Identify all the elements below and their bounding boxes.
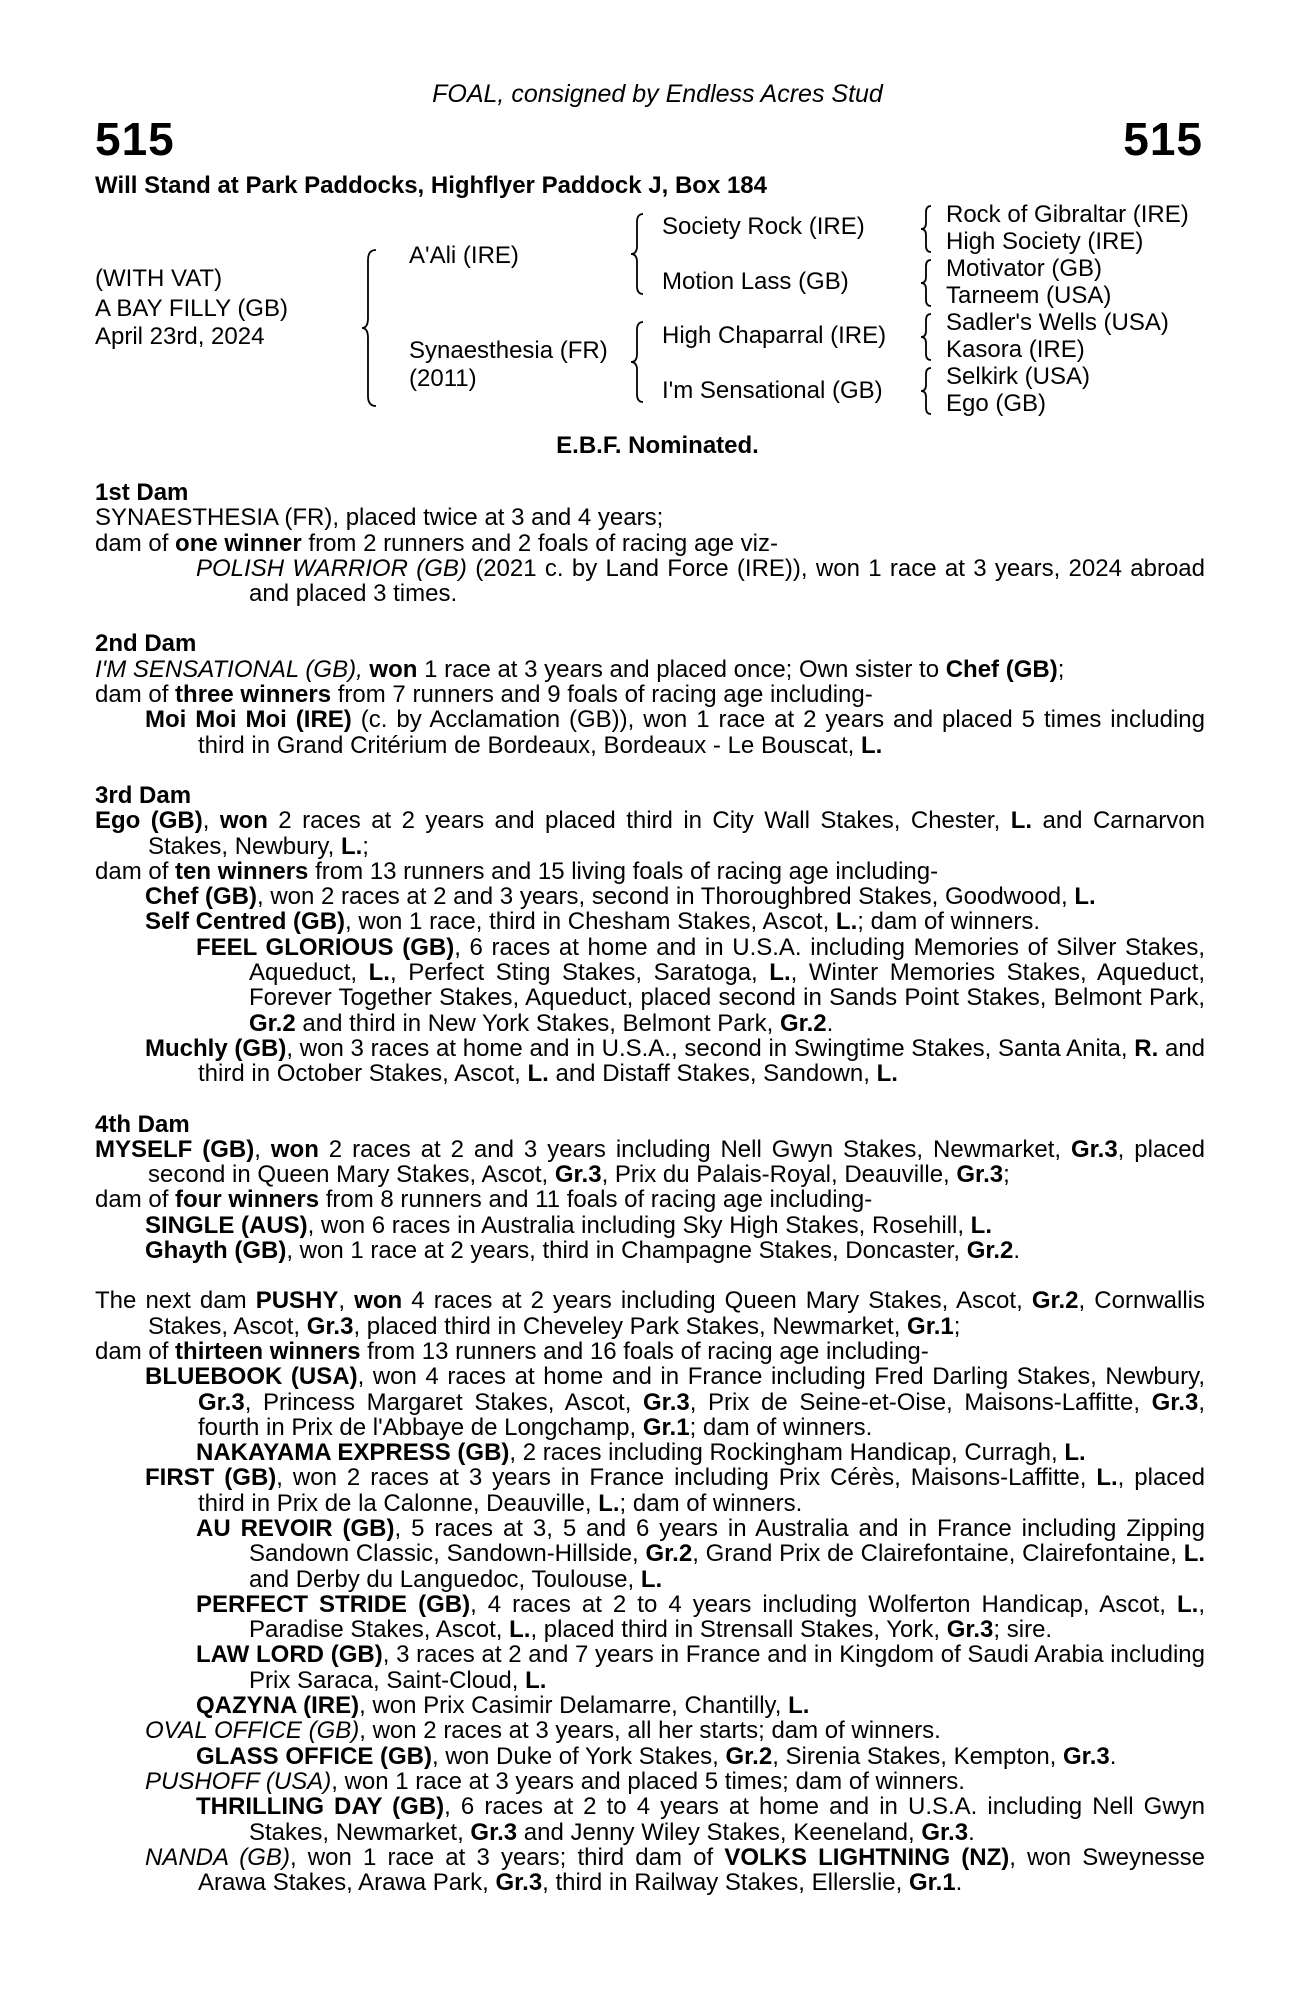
text-run: and third in October Stakes, Ascot, [198,1034,1206,1088]
horse-name: A BAY FILLY (GB) [95,295,288,322]
bold-run: SINGLE (AUS) [145,1211,308,1239]
bold-run: L. [340,832,363,860]
bold-run: L. [1074,883,1096,911]
text-run: dam of [95,681,176,709]
pedigree-entry [95,1516,1205,1592]
bold-run: Gr.1 [908,1869,956,1897]
text-run: dam of [95,857,176,885]
text-run: , won 2 races at 2 and 3 years, second in Thoroughbred Stakes, Goodwood, [256,883,1075,911]
bold-run: BLUEBOOK (USA) [145,1363,358,1391]
pedigree-brace-dam [631,320,647,404]
text-run: , won 1 race at 3 years; third dam of [289,1843,725,1871]
bold-run: three winners [175,681,332,709]
text-run: (c. by Acclamation (GB)), won 1 race at 2 years and placed 5 times including third in Grand Critérium de Bordeaux, Bordeaux - Le Bouscat, [198,706,1205,759]
text-run: . [1013,1237,1021,1265]
bold-run: FIRST (GB) [145,1464,277,1492]
bold-run: MYSELF (GB) [95,1135,255,1163]
text-run: , won 1 race at 3 years and placed 5 times; dam of winners. [331,1767,965,1795]
text-run: , placed third in Cheveley Park Stakes, Newmarket, [353,1312,908,1340]
bold-run: L. [1010,807,1033,835]
bold-run: four winners [175,1186,320,1214]
pedigree-entry [95,1213,1205,1238]
bold-run: Gr.2 [966,1237,1014,1265]
text-run: ; sire. [993,1616,1053,1644]
text-run: , 4 races at 2 to 4 years including Wolferton Handicap, Ascot, [470,1590,1177,1618]
bold-run: L. [788,1692,810,1720]
pedigree-entry [95,808,1205,859]
pedigree-entry [95,657,1205,682]
pedigree-entry [95,884,1205,909]
bold-run: VOLKS LIGHTNING (NZ) [724,1843,1010,1871]
section-1st-dam [95,480,1205,606]
bold-run: L. [1183,1540,1206,1568]
sire-dam-name: Motion Lass (GB) [662,268,849,295]
text-run: , 3 races at 2 and 7 years in France and in Kingdom of Saudi Arabia including Prix Saraca, Saint-Cloud, [249,1641,1205,1694]
bold-run: L. [509,1616,531,1644]
bold-run: won [270,1135,319,1163]
text-run: from 2 runners and 2 foals of racing age viz- [301,529,778,557]
pedigree-entry [95,1718,1205,1743]
ss-dam-name: High Society (IRE) [946,228,1144,255]
pedigree-entry [95,1440,1205,1465]
text-run: , [202,807,220,835]
text-run: , won 4 races at home and in France including Fred Darling Stakes, Newbury, [357,1363,1206,1391]
pedigree-entry [95,935,1205,1036]
bold-run: L. [876,1060,898,1088]
vat-note: (WITH VAT) [95,265,223,292]
text-run: 4 races at 2 years including Queen Mary Stakes, Ascot, [402,1287,1032,1315]
text-run: , 6 races at 2 to 4 years at home and in U.S.A. including Nell Gwyn Stakes, Newmarket, [249,1793,1205,1846]
bold-run: Gr.2 [249,1009,296,1037]
text-run: (2021 c. by Land Force (IRE)), won 1 race at 3 years, 2024 abroad and placed 3 times. [249,554,1205,608]
dam-year: (2011) [409,365,477,392]
text-run: , won Duke of York Stakes, [432,1742,726,1770]
ds-sire-name: Sadler's Wells (USA) [946,309,1169,336]
italic-run: I'M SENSATIONAL (GB), [95,655,363,683]
bold-run: L. [1064,1439,1086,1467]
bold-run: Muchly (GB) [145,1034,287,1062]
text-run: , [254,1135,271,1163]
sire-sire-name: Society Rock (IRE) [662,213,865,240]
ds-dam-name: Kasora (IRE) [946,336,1085,363]
pedigree-entry [95,531,1205,556]
pedigree-entry [95,909,1205,934]
pedigree-brace-ds [921,312,935,362]
lot-number-left: 515 [95,113,175,165]
text-run: , won 3 races at home and in U.S.A., second in Swingtime Stakes, Santa Anita, [286,1034,1135,1062]
text-run: ; [1057,655,1065,683]
sd-dam-name: Tarneem (USA) [946,282,1112,309]
bold-run: Gr.2 [645,1540,693,1568]
bold-run: L. [1177,1590,1199,1618]
pedigree-brace-ss [921,204,935,254]
bold-run: GLASS OFFICE (GB) [196,1742,432,1770]
text-run: and Carnarvon Stakes, Newbury, [148,807,1205,860]
pedigree-entry [95,1238,1205,1263]
pedigree-brace-gen1 [362,248,382,408]
bold-run: FEEL GLORIOUS (GB) [196,933,455,961]
bold-run: PERFECT STRIDE (GB) [196,1590,471,1618]
bold-run: THRILLING DAY (GB) [196,1793,445,1821]
text-run: and Jenny Wiley Stakes, Keeneland, [517,1818,922,1846]
bold-run: Gr.3 [198,1388,245,1416]
text-run: . [955,1869,963,1897]
text-run: , won 2 races at 3 years in France including Prix Cérès, Maisons-Laffitte, [276,1464,1097,1492]
text-run: , Princess Margaret Stakes, Ascot, [244,1388,644,1416]
bold-run: L. [525,1666,547,1694]
text-run: , won 1 race at 2 years, third in Champagne Stakes, Doncaster, [286,1237,967,1265]
bold-run: Gr.2 [725,1742,773,1770]
bold-run: Chef (GB) [145,883,257,911]
bold-run: won [219,807,268,835]
dam-produce-record [95,480,1205,1920]
bold-run: L. [1096,1464,1118,1492]
text-run: , fourth in Prix de l'Abbaye de Longchamp, [198,1388,1205,1441]
text-run: , Paradise Stakes, Ascot, [249,1590,1205,1644]
pedigree-brace-dd [921,366,935,416]
bold-run: won [369,655,418,683]
text-run: , Cornwallis Stakes, Ascot, [148,1287,1205,1340]
bold-run: Ego (GB) [95,807,203,835]
pedigree-entry [95,1187,1205,1212]
lot-number-right: 515 [1123,113,1203,165]
stand-location: Will Stand at Park Paddocks, Highflyer Paddock J, Box 184 [95,172,767,199]
text-run: . [1109,1742,1117,1770]
text-run: . [968,1818,975,1846]
pedigree-entry [95,859,1205,884]
text-run: . [826,1009,834,1037]
bold-run: won [354,1287,403,1315]
text-run: and third in New York Stakes, Belmont Park, [295,1009,780,1037]
text-run: ; dam of winners. [619,1489,803,1517]
bold-run: Self Centred (GB) [145,908,346,936]
dd-dam-name: Ego (GB) [946,390,1047,417]
bold-run: Moi Moi Moi (IRE) [145,706,352,734]
foaling-date: April 23rd, 2024 [95,323,265,350]
bold-run: Gr.3 [1063,1742,1110,1770]
italic-run: PUSHOFF (USA) [145,1767,332,1795]
pedigree-entry [95,682,1205,707]
text-run: , 2 races including Rockingham Handicap, Curragh, [509,1439,1065,1467]
pedigree-entry [95,1339,1205,1364]
bold-run: Gr.3 [956,1161,1004,1189]
bold-run: L. [527,1060,549,1088]
text-run: , placed second in Queen Mary Stakes, Ascot, [148,1135,1205,1189]
pedigree-brace-sd [921,258,935,308]
pedigree-entry [95,707,1205,758]
text-run: from 8 runners and 11 foals of racing age including- [319,1186,873,1214]
text-run: and Distaff Stakes, Sandown, [548,1060,877,1088]
bold-run: Gr.2 [1031,1287,1079,1315]
bold-run: Chef (GB) [945,655,1058,683]
pedigree-entry [95,1592,1205,1643]
pedigree-entry [95,505,1205,530]
bold-run: Gr.3 [554,1161,602,1189]
text-run: , [338,1287,355,1315]
pedigree-entry [95,1769,1205,1794]
bold-run: Gr.1 [642,1413,690,1441]
text-run: ; [362,832,369,860]
section-heading: 1st Dam [95,479,189,506]
bold-run: R. [1134,1034,1159,1062]
bold-run: L. [835,908,858,936]
pedigree-entry [95,556,1205,607]
text-run: 1 race at 3 years and placed once; Own sister to [417,655,946,683]
bold-run: AU REVOIR (GB) [196,1514,395,1542]
text-run: , won Sweynesse Arawa Stakes, Arawa Park, [198,1843,1205,1897]
bold-run: Gr.3 [921,1818,969,1846]
text-run: , Winter Memories Stakes, Aqueduct, Forever Together Stakes, Aqueduct, placed second in Sands Point Stakes, Belmont Park, [249,959,1205,1012]
text-run: , third in Railway Stakes, Ellerslie, [542,1869,909,1897]
text-run: , Perfect Sting Stakes, Saratoga, [389,959,770,987]
bold-run: Gr.3 [1070,1135,1118,1163]
bold-run: LAW LORD (GB) [196,1641,383,1669]
section-3rd-dam [95,783,1205,1087]
pedigree-entry [95,1794,1205,1845]
pedigree-entry [95,1744,1205,1769]
text-run: 2 races at 2 years and placed third in City Wall Stakes, Chester, [267,807,1011,835]
text-run: from 13 runners and 15 living foals of racing age including- [308,857,939,885]
text-run: dam of [95,529,176,557]
bold-run: Gr.1 [907,1312,954,1340]
text-run: , placed third in Strensall Stakes, York, [530,1616,947,1644]
bold-run: Gr.2 [779,1009,827,1037]
bold-run: L. [861,731,883,759]
text-run: , Prix du Palais-Royal, Deauville, [601,1161,957,1189]
bold-run: ten winners [175,857,309,885]
ss-sire-name: Rock of Gibraltar (IRE) [946,201,1189,228]
bold-run: Gr.3 [1151,1388,1199,1416]
text-run: , Prix de Seine-et-Oise, Maisons-Laffitte, [689,1388,1152,1416]
pedigree-entry [95,1845,1205,1896]
pedigree-entry [95,1642,1205,1693]
bold-run: one winner [175,529,302,557]
text-run: dam of [95,1337,176,1365]
text-run: , won 2 races at 3 years, all her starts; dam of winners. [359,1717,941,1745]
bold-run: QAZYNA (IRE) [196,1692,360,1720]
bold-run: thirteen winners [175,1337,361,1365]
italic-run: NANDA (GB) [145,1843,290,1871]
bold-run: L. [769,959,791,987]
bold-run: Ghayth (GB) [145,1237,287,1265]
text-run: , won Prix Casimir Delamarre, Chantilly, [359,1692,789,1720]
section-heading: 2nd Dam [95,630,197,658]
bold-run: Gr.3 [946,1616,994,1644]
bold-run: L. [598,1489,620,1517]
pedigree-entry [95,1364,1205,1440]
pedigree-entry [95,1288,1205,1339]
sire-name: A'Ali (IRE) [409,242,519,269]
text-run: from 7 runners and 9 foals of racing age including- [331,681,873,709]
text-run: ; [953,1312,961,1340]
pedigree-entry [95,1693,1205,1718]
ebf-nomination: E.B.F. Nominated. [556,432,759,459]
pedigree-entry [95,1137,1205,1188]
text-run: , Grand Prix de Clairefontaine, Clairefontaine, [692,1540,1184,1568]
italic-run: OVAL OFFICE (GB) [145,1717,360,1745]
text-run: and Derby du Languedoc, Toulouse, [249,1565,641,1593]
text-run: ; [1003,1161,1010,1189]
bold-run: Gr.3 [306,1312,354,1340]
text-run: , 6 races at home and in U.S.A. including Memories of Silver Stakes, Aqueduct, [249,933,1205,987]
section-heading: 3rd Dam [95,781,192,809]
text-run: ; dam of winners. [689,1413,873,1441]
section-2nd-dam [95,631,1205,757]
dam-sire-name: High Chaparral (IRE) [662,322,887,349]
bold-run: Gr.3 [495,1869,543,1897]
text-run: dam of [95,1186,176,1214]
section-next-dam [95,1288,1205,1895]
text-run: ; dam of winners. [857,908,1040,936]
text-run: , won 6 races in Australia including Sky High Stakes, Rosehill, [307,1211,971,1239]
text-run: , placed third in Prix de la Calonne, Deauville, [198,1464,1206,1517]
text-run: , 5 races at 3, 5 and 6 years in Australia and in France including Zipping Sandown Classic, Sandown-Hillside, [249,1514,1205,1568]
bold-run: Gr.3 [470,1818,518,1846]
bold-run: Gr.3 [643,1388,690,1416]
bold-run: L. [368,959,390,987]
text-run: 2 races at 2 and 3 years including Nell Gwyn Stakes, Newmarket, [318,1135,1071,1163]
bold-run: L. [640,1565,663,1593]
bold-run: L. [970,1211,992,1239]
consignment-line: FOAL, consigned by Endless Acres Stud [432,80,883,108]
dam-dam-name: I'm Sensational (GB) [662,377,883,404]
italic-run: POLISH WARRIOR (GB) [196,554,467,582]
pedigree-entry [95,1465,1205,1516]
pedigree-entry [95,1036,1205,1087]
text-run: , won 1 race, third in Chesham Stakes, Ascot, [345,908,836,936]
section-4th-dam [95,1112,1205,1264]
pedigree-brace-sire [631,212,647,296]
text-run: The next dam [95,1287,256,1315]
text-run: SYNAESTHESIA (FR), placed twice at 3 and 4 years; [95,504,664,532]
bold-run: NAKAYAMA EXPRESS (GB) [196,1439,510,1467]
section-heading: 4th Dam [95,1110,190,1138]
bold-run: PUSHY [255,1287,339,1315]
text-run: , Sirenia Stakes, Kempton, [772,1742,1064,1770]
sd-sire-name: Motivator (GB) [946,255,1103,282]
dam-name: Synaesthesia (FR) [409,337,608,364]
text-run: from 13 runners and 16 foals of racing age including- [360,1337,929,1365]
dd-sire-name: Selkirk (USA) [946,363,1091,390]
